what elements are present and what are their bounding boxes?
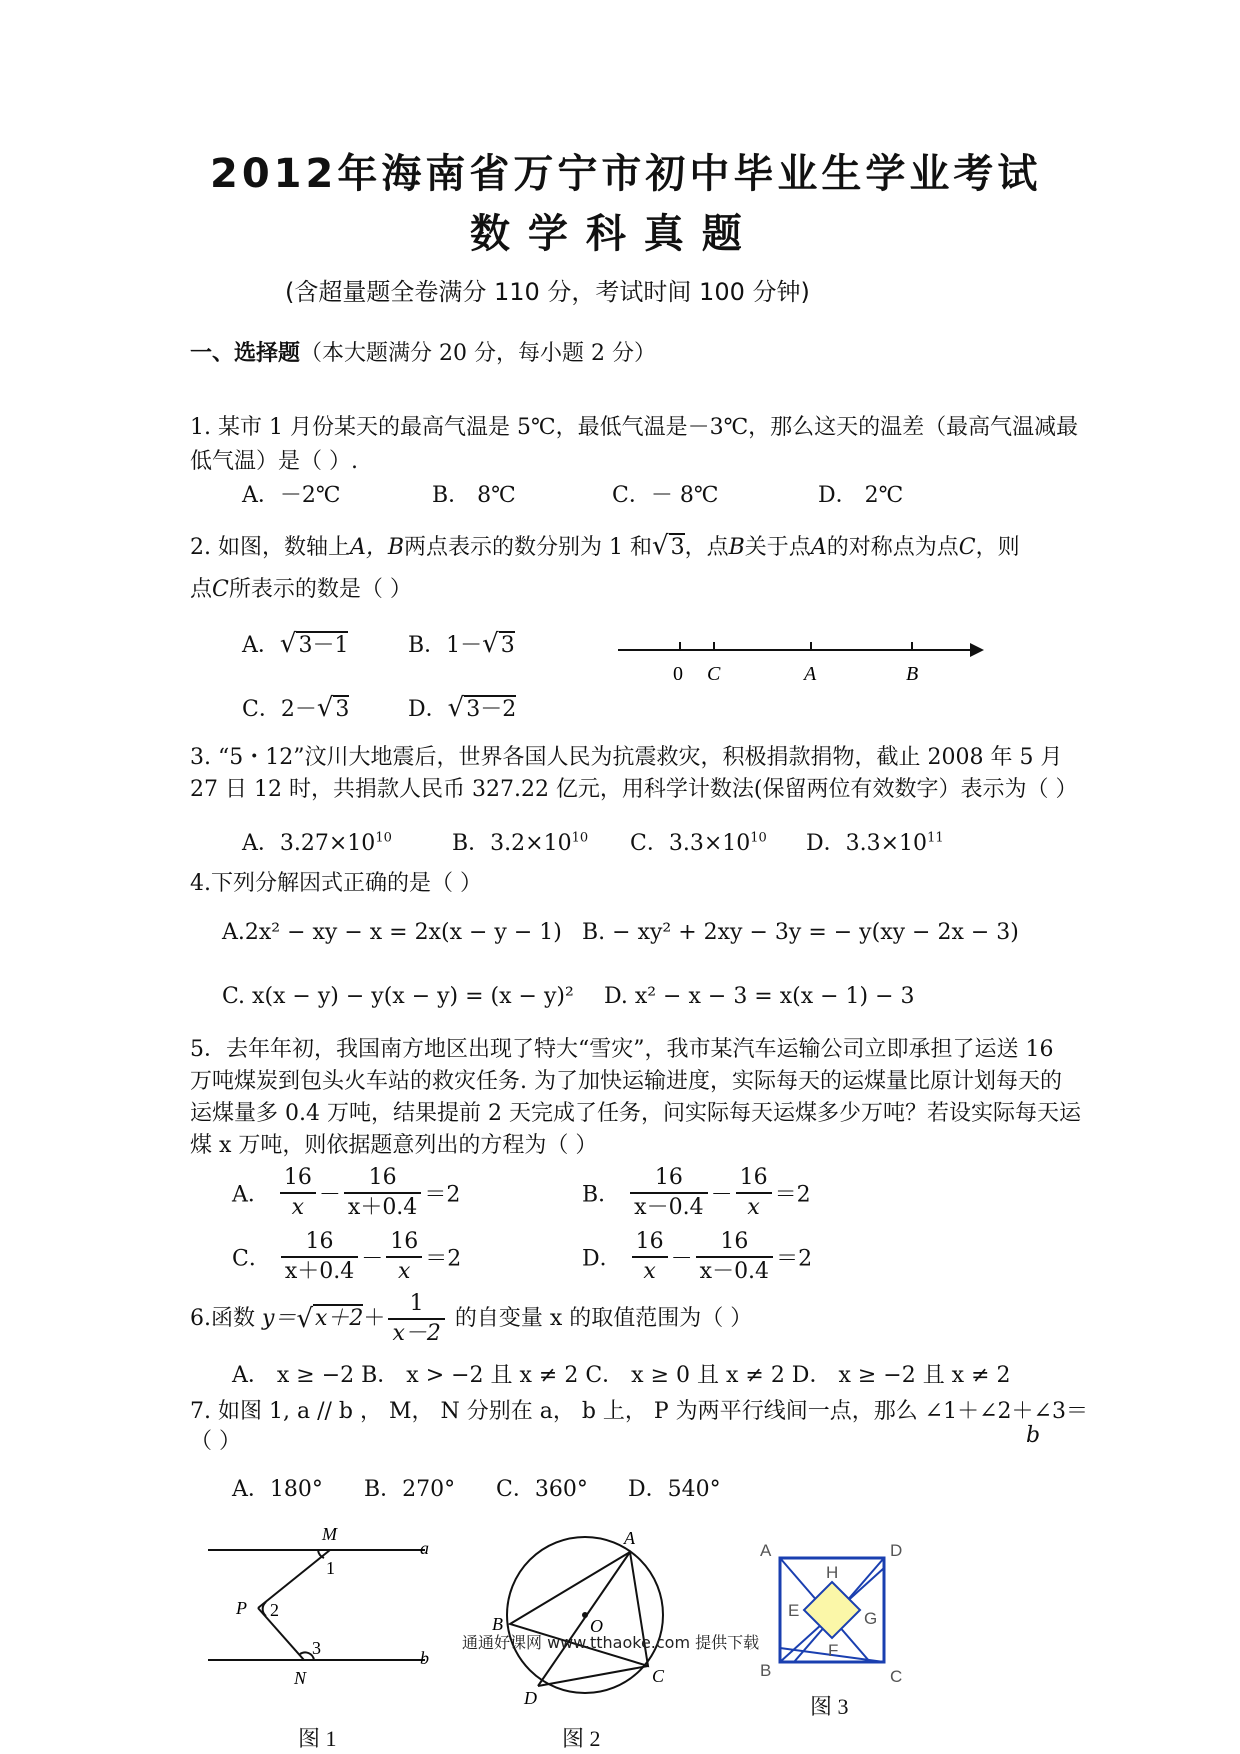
sqrt-icon: √ bbox=[296, 1304, 314, 1334]
q5-option-a bbox=[232, 1164, 460, 1222]
equals-two: ＝2 bbox=[425, 1246, 462, 1272]
number-line-figure bbox=[610, 630, 990, 690]
q3-a: A．3.27×10 bbox=[242, 831, 376, 856]
q4-option-c: C. x(x − y) − y(x − y) = (x − y)² bbox=[222, 984, 574, 1009]
denominator: x bbox=[747, 1195, 760, 1220]
q5-line3: 运煤量多 0.4 万吨，结果提前 2 天完成了任务，问实际每天运煤多少万吨？若设实际每天运 bbox=[190, 1101, 1081, 1126]
q5-line2: 万吨煤炭到包头火车站的救灾任务. 为了加快运输进度，实际每天的运煤量比原计划每天的 bbox=[190, 1069, 1062, 1094]
section-heading-label: 一、选择题 bbox=[190, 341, 301, 366]
q3-option-b bbox=[452, 826, 588, 857]
numerator: 16 bbox=[696, 1228, 773, 1258]
label-e: E bbox=[788, 1601, 800, 1620]
sqrt-icon: √ bbox=[482, 629, 499, 659]
label-b: b bbox=[420, 1648, 429, 1668]
q4-option-b: B. − xy² + 2xy − 3y = − y(xy − 2x − 3) bbox=[582, 920, 1019, 945]
q7-option-c: C．360° bbox=[496, 1477, 588, 1502]
q2-pre: 2. 如图，数轴上 bbox=[190, 535, 350, 560]
angle-arc-1 bbox=[318, 1550, 324, 1558]
fraction bbox=[388, 1290, 444, 1348]
q2-option-b bbox=[408, 628, 515, 659]
label-g: G bbox=[864, 1609, 878, 1628]
q7-line2: （ ） bbox=[190, 1429, 241, 1454]
q3-option-a bbox=[242, 826, 392, 857]
q7-option-b: B．270° bbox=[364, 1477, 456, 1502]
label-f: F bbox=[828, 1641, 839, 1660]
numerator: 16 bbox=[630, 1164, 707, 1194]
q2-option-a bbox=[242, 628, 348, 659]
q7-b-fragment: b bbox=[1026, 1423, 1041, 1448]
center-point bbox=[582, 1612, 588, 1618]
q3-option-c bbox=[630, 826, 767, 857]
q2-c: C bbox=[958, 535, 976, 560]
label-m: M bbox=[322, 1524, 337, 1544]
subject-title: 数 学 科 真 题 bbox=[470, 211, 744, 257]
q7-option-d: D．540° bbox=[628, 1477, 721, 1502]
q5-c-label: C． bbox=[232, 1246, 271, 1272]
q5-option-d bbox=[582, 1228, 812, 1286]
label-3: 3 bbox=[312, 1638, 321, 1658]
segment-mp bbox=[258, 1550, 330, 1608]
watermark: 通通好课网 www.tthaoke.com 提供下载 bbox=[462, 1633, 760, 1652]
q2-option-d bbox=[408, 692, 516, 723]
figure-3 bbox=[750, 1538, 920, 1688]
minus: － bbox=[670, 1246, 693, 1272]
q5-option-b bbox=[582, 1164, 811, 1222]
q6-stem bbox=[190, 1290, 752, 1348]
q6-rad: x＋2 bbox=[315, 1306, 364, 1331]
q3-option-d bbox=[806, 826, 944, 857]
q6-post: 的自变量 x 的取值范围为（ ） bbox=[454, 1306, 753, 1331]
minus: － bbox=[361, 1246, 384, 1272]
q2-opt-a-val: 3－1 bbox=[298, 633, 349, 658]
axis-label-c: C bbox=[707, 663, 721, 685]
numerator: 16 bbox=[280, 1164, 316, 1194]
denominator: x bbox=[291, 1195, 305, 1220]
label-a: A bbox=[760, 1541, 772, 1560]
numerator: 16 bbox=[344, 1164, 421, 1194]
q3-a-exp: 10 bbox=[375, 830, 392, 846]
fraction bbox=[386, 1228, 422, 1286]
numerator: 16 bbox=[736, 1164, 772, 1194]
q2-line2a: 点 bbox=[190, 577, 213, 602]
equals-two: ＝2 bbox=[424, 1182, 461, 1208]
label-c: C bbox=[652, 1666, 665, 1686]
q5-a-label: A． bbox=[232, 1182, 270, 1208]
q5-line4: 煤 x 万吨，则依据题意列出的方程为（ ） bbox=[190, 1133, 598, 1158]
label-h: H bbox=[826, 1563, 839, 1582]
fraction bbox=[696, 1228, 773, 1286]
figure-1-caption: 图 1 bbox=[298, 1726, 337, 1751]
q2-opt-b-val: 3 bbox=[500, 633, 515, 658]
label-1: 1 bbox=[326, 1558, 335, 1578]
q2-opt-d-val: 3－2 bbox=[466, 697, 517, 722]
section-heading-desc: （本大题满分 20 分，每小题 2 分） bbox=[300, 341, 656, 366]
equals-two: ＝2 bbox=[776, 1246, 813, 1272]
numerator: 16 bbox=[632, 1228, 668, 1258]
q5-b-label: B． bbox=[582, 1182, 621, 1208]
fraction bbox=[630, 1164, 707, 1222]
chord-dc bbox=[538, 1666, 648, 1686]
q2-opt-c-val: 3 bbox=[335, 697, 350, 722]
q2-sqrt3: 3 bbox=[670, 535, 685, 560]
q2-opt-c-pre: 2－ bbox=[280, 697, 317, 722]
fraction bbox=[632, 1228, 668, 1286]
q2-opt-c-label: C． bbox=[242, 697, 281, 722]
q4-option-d: D. x² − x − 3 = x(x − 1) − 3 bbox=[604, 984, 915, 1009]
q2-line1 bbox=[190, 530, 1020, 564]
denominator: x bbox=[643, 1259, 656, 1284]
q2-mid: 两点表示的数分别为 1 和 bbox=[404, 535, 653, 560]
label-a: a bbox=[420, 1538, 429, 1558]
exam-note: (含超量题全卷满分 110 分，考试时间 100 分钟) bbox=[285, 278, 810, 306]
fraction bbox=[280, 1164, 316, 1222]
label-c: C bbox=[890, 1667, 903, 1686]
q2-opt-a-label: A． bbox=[242, 633, 280, 658]
q1-line2: 低气温）是（ ）. bbox=[190, 449, 358, 474]
q1-option-b: B． 8℃ bbox=[432, 483, 516, 508]
minus: － bbox=[318, 1182, 341, 1208]
q2-mid2: ，点 bbox=[684, 535, 729, 560]
sqrt-icon: √ bbox=[279, 629, 297, 659]
q7-option-a: A．180° bbox=[232, 1477, 323, 1502]
q3-d-exp: 11 bbox=[927, 830, 944, 846]
q2-opt-b-label: B． bbox=[408, 633, 447, 658]
q1-option-c: C．－ 8℃ bbox=[612, 483, 719, 508]
figure-2-caption: 图 2 bbox=[562, 1726, 601, 1751]
label-2: 2 bbox=[270, 1600, 279, 1620]
sqrt-icon: √ bbox=[316, 693, 334, 723]
q1-option-a: A．－2℃ bbox=[242, 483, 341, 508]
denominator: x－0.4 bbox=[634, 1195, 704, 1220]
q2-opt-d-label: D． bbox=[408, 697, 448, 722]
q6-y: y＝ bbox=[262, 1306, 297, 1331]
q1-option-d: D． 2℃ bbox=[818, 483, 904, 508]
numerator: 1 bbox=[388, 1290, 444, 1320]
fraction bbox=[736, 1164, 772, 1222]
q3-c-exp: 10 bbox=[750, 830, 767, 846]
axis-label-a: A bbox=[804, 663, 817, 685]
q2-line2b: 所表示的数是（ ） bbox=[228, 577, 412, 602]
label-a: A bbox=[624, 1528, 635, 1548]
q2-line2c: C bbox=[212, 577, 229, 602]
equals-two: ＝2 bbox=[774, 1182, 811, 1208]
q1-line1: 1. 某市 1 月份某天的最高气温是 5℃，最低气温是－3℃，那么这天的温差（最高气温减最 bbox=[190, 415, 1079, 440]
inner-square bbox=[804, 1582, 860, 1638]
figure-2 bbox=[480, 1520, 690, 1710]
denominator: x＋0.4 bbox=[284, 1259, 355, 1284]
q4-option-a: A.2x² − xy − x = 2x(x − y − 1) bbox=[222, 920, 562, 945]
q2-mid3: 关于点 bbox=[744, 535, 811, 560]
q2-end: ，则 bbox=[975, 535, 1020, 560]
label-n: N bbox=[294, 1668, 307, 1688]
q2-b: B bbox=[728, 535, 745, 560]
q2-mid4: 的对称点为点 bbox=[826, 535, 959, 560]
section-heading bbox=[190, 336, 656, 367]
denominator: x bbox=[398, 1259, 411, 1284]
axis-label-0: 0 bbox=[673, 663, 683, 685]
denominator: x－0.4 bbox=[699, 1259, 770, 1284]
label-b: B bbox=[760, 1661, 772, 1680]
q3-c: C．3.3×10 bbox=[630, 831, 751, 856]
q6-options: A． x ≥ −2 B． x > −2 且 x ≠ 2 C． x ≥ 0 且 x ≠ 2 D． x ≥ −2 且 x ≠ 2 bbox=[232, 1363, 1011, 1388]
arrow-right-icon bbox=[970, 643, 984, 657]
figure-3-caption: 图 3 bbox=[810, 1694, 849, 1719]
sqrt-icon: √ bbox=[447, 693, 465, 723]
q2-ab: A，B bbox=[349, 535, 405, 560]
chord-ad bbox=[538, 1552, 630, 1686]
q6-pre: 6.函数 bbox=[190, 1306, 255, 1331]
q3-line2: 27 日 12 时，共捐款人民币 327.22 亿元，用科学计数法(保留两位有效数字）表示为（ ） bbox=[190, 777, 1078, 802]
q6-plus: ＋ bbox=[363, 1306, 386, 1331]
angle-arc-2 bbox=[263, 1602, 266, 1616]
figure-1 bbox=[200, 1520, 450, 1710]
q3-b-exp: 10 bbox=[571, 830, 589, 846]
q7-line1: 7. 如图 1, a // b ， M， N 分别在 a， b 上， P 为两平行线间一点，那么 ∠1＋∠2＋∠3＝ bbox=[190, 1399, 1088, 1424]
denominator: x－2 bbox=[392, 1321, 441, 1346]
label-d: D bbox=[890, 1541, 903, 1560]
q2-line2 bbox=[190, 574, 412, 606]
axis-label-b: B bbox=[906, 663, 919, 685]
label-d: D bbox=[524, 1688, 537, 1708]
q3-b: B．3.2×10 bbox=[452, 831, 572, 856]
q5-option-c bbox=[232, 1228, 461, 1286]
label-b: B bbox=[492, 1614, 503, 1634]
minus: － bbox=[710, 1182, 733, 1208]
exam-title: 2012年海南省万宁市初中毕业生学业考试 bbox=[210, 151, 1042, 197]
q4-stem: 4.下列分解因式正确的是（ ） bbox=[190, 871, 482, 896]
q2-option-c bbox=[242, 692, 349, 723]
numerator: 16 bbox=[281, 1228, 358, 1258]
q5-d-label: D． bbox=[582, 1246, 622, 1272]
label-p: P bbox=[236, 1598, 247, 1618]
q3-d: D．3.3×10 bbox=[806, 831, 928, 856]
q2-a: A bbox=[810, 535, 827, 560]
fraction bbox=[344, 1164, 421, 1222]
numerator: 16 bbox=[386, 1228, 422, 1258]
q2-opt-b-pre: 1－ bbox=[446, 633, 483, 658]
fraction bbox=[281, 1228, 358, 1286]
label-o: O bbox=[590, 1616, 603, 1636]
q5-line1: 5．去年年初，我国南方地区出现了特大“雪灾”，我市某汽车运输公司立即承担了运送 16 bbox=[190, 1037, 1054, 1062]
sqrt-icon: √ bbox=[652, 531, 669, 561]
q3-line1: 3. “5・12”汶川大地震后，世界各国人民为抗震救灾，积极捐款捐物，截止 2008 年 5 月 bbox=[190, 745, 1063, 770]
denominator: x＋0.4 bbox=[347, 1195, 418, 1220]
